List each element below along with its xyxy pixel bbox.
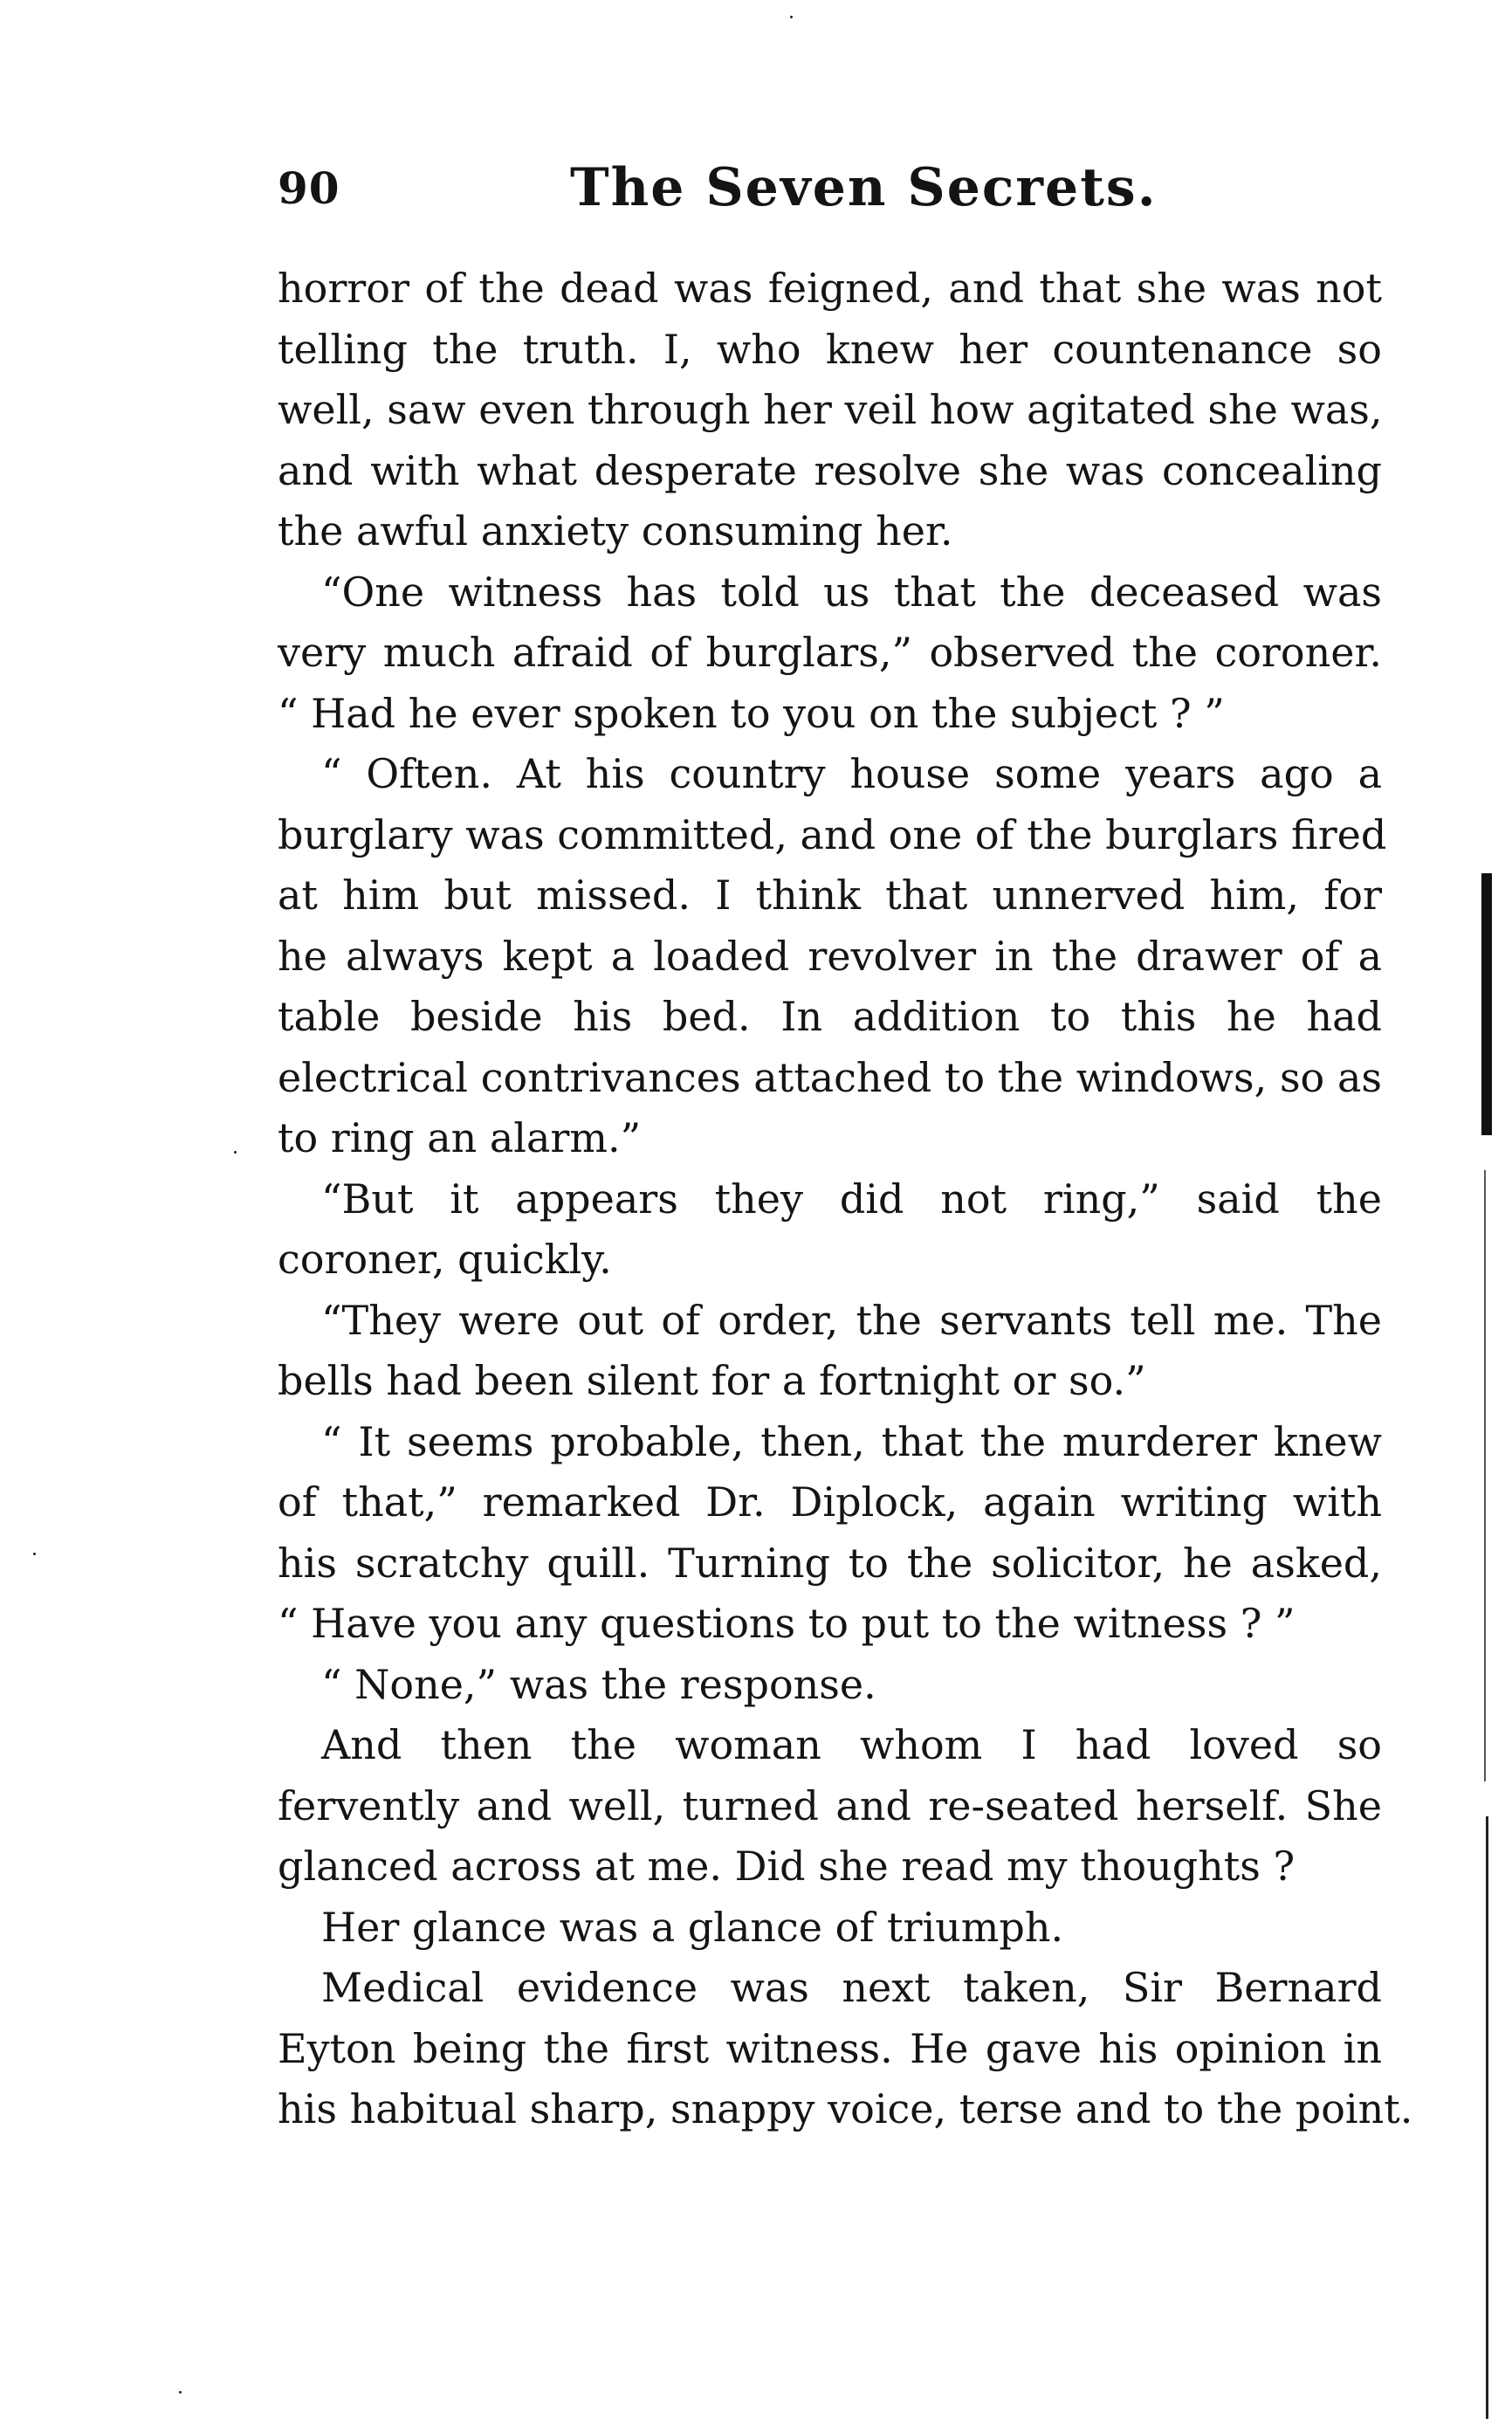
text-line: “One witness has told us that the deceased was: [321, 568, 1382, 616]
scan-speck: [790, 16, 793, 18]
paragraph: [278, 744, 1387, 1169]
scan-edge-mark: [1481, 873, 1492, 1135]
text-line: Medical evidence was next taken, Sir Bernard: [321, 1964, 1382, 2011]
text-line: at him but missed. I think that unnerved him, for: [278, 871, 1382, 919]
text-line: horror of the dead was feigned, and that she was not: [278, 265, 1382, 312]
scan-speck: [33, 1553, 36, 1555]
text-line: to ring an alarm.”: [278, 1114, 642, 1161]
scan-edge-line: [1484, 1170, 1486, 1781]
text-line: of that,” remarked Dr. Diplock, again writing with: [278, 1478, 1382, 1526]
paragraph: [278, 258, 1382, 562]
text-line: and with what desperate resolve she was concealing: [278, 446, 1382, 494]
paragraph: [278, 1898, 1382, 1959]
paragraph: [278, 1715, 1382, 1898]
paragraph: [278, 1958, 1413, 2140]
text-line: “ Often. At his country house some years ago a: [321, 750, 1382, 797]
text-line: Eyton being the first witness. He gave his opinion in: [278, 2024, 1382, 2072]
text-line: fervently and well, turned and re-seated herself. She: [278, 1781, 1382, 1829]
page-header: [278, 157, 1382, 236]
text-line: bells had been silent for a fortnight or so.”: [278, 1357, 1146, 1404]
text-line: his scratchy quill. Turning to the solicitor, he asked,: [278, 1539, 1382, 1587]
text-line: electrical contrivances attached to the windows, so as: [278, 1053, 1382, 1101]
text-line: very much afraid of burglars,” observed the coroner.: [278, 629, 1382, 676]
text-line: Her glance was a glance of triumph.: [321, 1903, 1064, 1951]
scan-speck: [179, 2391, 182, 2394]
text-line: And then the woman whom I had loved so: [321, 1721, 1382, 1768]
text-line: his habitual sharp, snappy voice, terse and to the point.: [278, 2085, 1413, 2132]
body-text: [278, 258, 1413, 2140]
text-line: telling the truth. I, who knew her countenance so: [278, 325, 1382, 373]
scan-speck: [234, 1151, 237, 1154]
text-line: “But it appears they did not ring,” said the: [321, 1175, 1382, 1223]
text-line: glanced across at me. Did she read my thoughts ?: [278, 1843, 1296, 1890]
text-line: “ Had he ever spoken to you on the subject ? ”: [278, 689, 1225, 737]
text-line: he always kept a loaded revolver in the drawer of a: [278, 932, 1382, 980]
page-number: 90: [278, 162, 340, 214]
text-line: “ Have you any questions to put to the witness ? ”: [278, 1600, 1296, 1647]
paragraph: [278, 1291, 1382, 1412]
paragraph: [278, 562, 1382, 745]
text-line: burglary was committed, and one of the burglars fired: [278, 810, 1387, 858]
text-line: well, saw even through her veil how agitated she was,: [278, 386, 1383, 433]
paragraph: [278, 1412, 1382, 1655]
text-line: “ None,” was the response.: [321, 1660, 876, 1708]
paragraph: [278, 1655, 1382, 1716]
text-line: “They were out of order, the servants tell me. The: [321, 1296, 1382, 1344]
paragraph: [278, 1169, 1382, 1291]
scan-edge-line: [1486, 1816, 1488, 2419]
text-line: table beside his bed. In addition to this he had: [278, 993, 1382, 1040]
text-line: “ It seems probable, then, that the murderer knew: [321, 1417, 1382, 1465]
running-title: The Seven Secrets.: [570, 157, 1158, 218]
text-line: coroner, quickly.: [278, 1236, 612, 1283]
text-line: the awful anxiety consuming her.: [278, 507, 953, 555]
